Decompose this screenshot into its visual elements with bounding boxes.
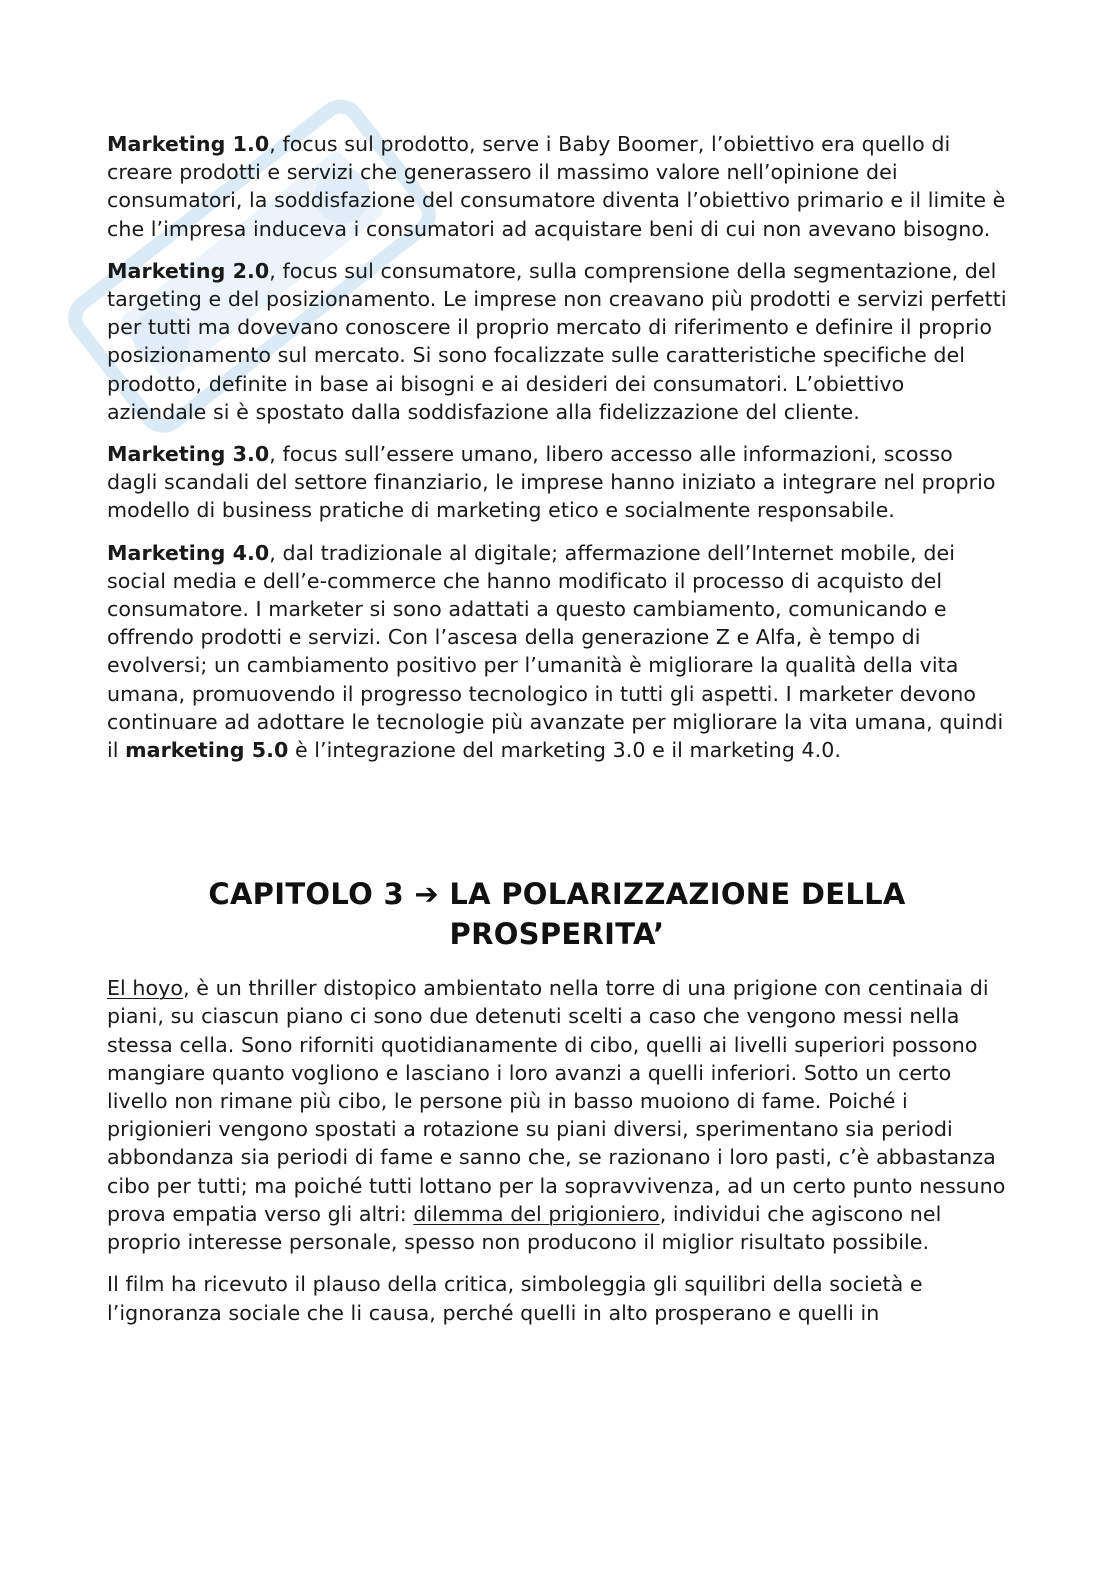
document-page xyxy=(107,130,1007,1341)
paragraph-marketing-4 xyxy=(107,539,1007,765)
text-marketing-4-end: è l’integrazione del marketing 3.0 e il marketing 4.0. xyxy=(288,738,841,763)
term-marketing-1: Marketing 1.0 xyxy=(107,132,270,156)
text-marketing-1: , focus sul prodotto, serve i Baby Boomer, l’obiettivo era quello di creare prodotti e servizi che generassero il massimo valore nell’opinione dei consumatori, la soddisfazione del consumatore diventa l’obiettivo primario e il limite è che l’impresa induceva i consumatori ad acquistare beni di cui non avevano bisogno. xyxy=(107,132,1006,241)
paragraph-marketing-3 xyxy=(107,440,1007,525)
text-film-reception: Il film ha ricevuto il plauso della critica, simboleggia gli squilibri della società e l’ignoranza sociale che li causa, perché quelli in alto prosperano e quelli in xyxy=(107,1272,923,1325)
text-marketing-3: , focus sull’essere umano, libero accesso alle informazioni, scosso dagli scandali del settore finanziario, le imprese hanno iniziato a integrare nel proprio modello di business pratiche di marketing etico e socialmente responsabile. xyxy=(107,442,996,523)
term-marketing-2: Marketing 2.0 xyxy=(107,258,270,283)
paragraph-el-hoyo xyxy=(107,974,1007,1256)
paragraph-marketing-1 xyxy=(107,130,1007,243)
term-marketing-3: Marketing 3.0 xyxy=(107,442,270,467)
section-spacer xyxy=(107,778,1007,874)
text-marketing-4: , dal tradizionale al digitale; affermazione dell’Internet mobile, dei social media e dell’e-commerce che hanno modificato il processo di acquisto del consumatore. I marketer si sono adattati a questo cambiamento, comunicando e offrendo prodotti e servizi. Con l’ascesa della generazione Z e Alfa, è tempo di evolversi; un cambiamento positivo per l’umanità è migliorare la qualità della vita umana, promuovendo il progresso tecnologico in tutti gli aspetti. I marketer devono continuare ad adottare le tecnologie più avanzate per migliorare la vita umana, quindi il xyxy=(107,540,1004,763)
paragraph-film-reception xyxy=(107,1270,1007,1326)
text-marketing-2: , focus sul consumatore, sulla comprensione della segmentazione, del targeting e del posizionamento. Le imprese non creavano più prodotti e servizi perfetti per tutti ma dovevano conoscere il proprio mercato di riferimento e definire il proprio posizionamento sul mercato. Si sono focalizzate sulle caratteristiche specifiche del prodotto, definite in base ai bisogni e ai desideri dei consumatori. L’obiettivo aziendale si è spostato dalla soddisfazione alla fidelizzazione del cliente. xyxy=(107,258,1007,424)
text-el-hoyo-end: , individui che agiscono nel proprio interesse personale, spesso non producono il miglior risultato possibile. xyxy=(107,1201,942,1255)
paragraph-marketing-2 xyxy=(107,257,1007,426)
text-el-hoyo: , è un thriller distopico ambientato nella torre di una prigione con centinaia di piani, su ciascun piano ci sono due detenuti scelti a caso che vengono messi nella stessa cella. Sono riforniti quotidianamente di cibo, quelli ai livelli superiori possono mangiare quanto vogliono e lasciano i loro avanzi a quelli inferiori. Sotto un certo livello non rimane più cibo, le persone più in basso muoiono di fame. Poiché i prigionieri vengono spostati a rotazione su piani diversi, sperimentano sia periodi abbondanza sia periodi di fame e sanno che, se razionano i loro pasti, c’è abbastanza cibo per tutti; ma poiché tutti lottano per la sopravvivenza, ad un certo punto nessuno prova empatia verso gli altri: xyxy=(107,976,1006,1226)
term-marketing-4: Marketing 4.0 xyxy=(107,540,270,565)
chapter-heading: CAPITOLO 3 ➔ LA POLARIZZAZIONE DELLA PROSPERITA’ xyxy=(208,877,906,952)
term-marketing-5: marketing 5.0 xyxy=(125,738,289,763)
term-prisoners-dilemma: dilemma del prigioniero xyxy=(413,1201,660,1226)
film-title-el-hoyo: El hoyo xyxy=(107,976,184,1001)
